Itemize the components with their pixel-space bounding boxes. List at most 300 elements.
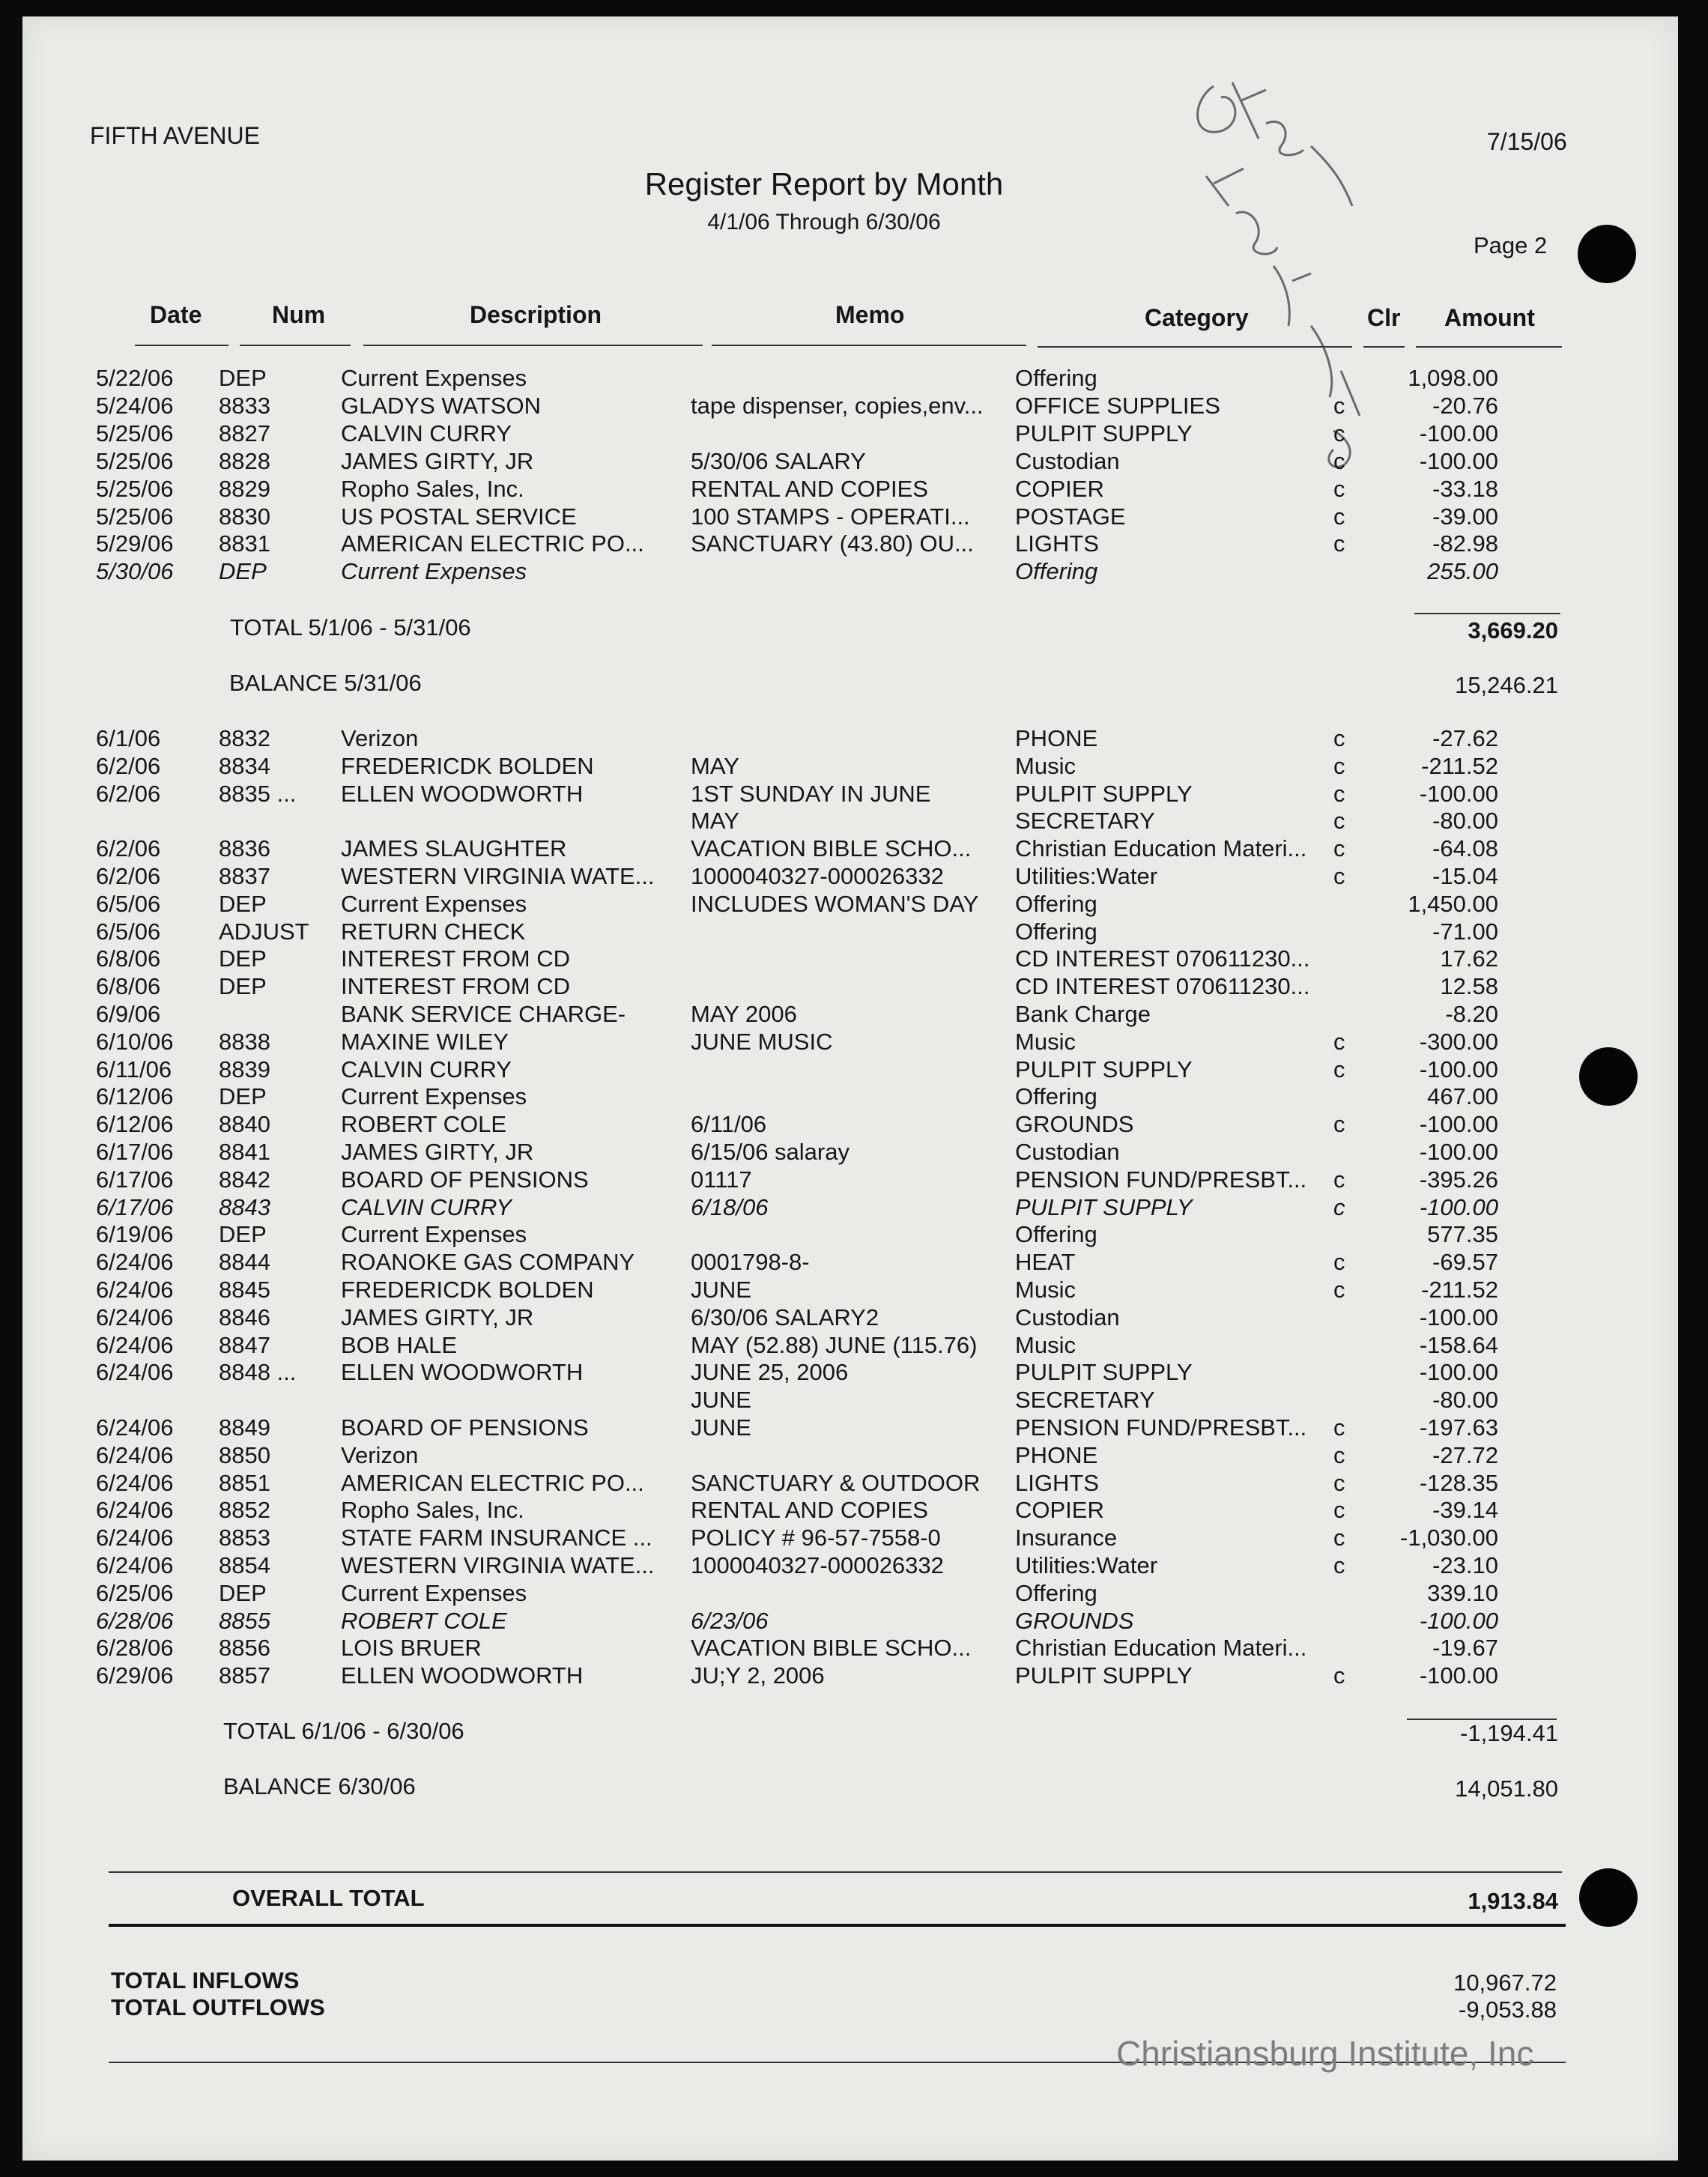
cell-amount: -27.72 — [1432, 1441, 1498, 1468]
table-row — [0, 808, 1648, 835]
cell-date: 6/5/06 — [96, 890, 161, 917]
cell-date: 5/24/06 — [96, 392, 174, 419]
cell-amount: -100.00 — [1419, 1111, 1498, 1138]
column-header-date: Date — [150, 301, 202, 328]
cell-clr: c — [1333, 1111, 1345, 1138]
cell-num: 8851 — [219, 1469, 270, 1496]
cell-amount: -100.00 — [1419, 420, 1498, 446]
cell-category: Christian Education Materi... — [1015, 1635, 1307, 1662]
cell-date: 6/8/06 — [96, 945, 161, 972]
cell-category: Insurance — [1015, 1524, 1118, 1551]
cell-category: Offering — [1015, 1221, 1097, 1248]
cell-date: 6/17/06 — [96, 1139, 174, 1165]
cell-clr: c — [1333, 1524, 1345, 1551]
cell-num: DEP — [219, 365, 267, 391]
cell-num: DEP — [219, 945, 267, 972]
cell-category: Offering — [1015, 1579, 1097, 1606]
table-row — [0, 1635, 1648, 1662]
cell-date: 5/25/06 — [96, 447, 174, 474]
cell-memo: 1000040327-000026332 — [691, 1552, 944, 1578]
cell-description: JAMES GIRTY, JR — [341, 447, 534, 474]
cell-clr: c — [1333, 475, 1345, 502]
may-total-rule — [1414, 613, 1560, 614]
cell-num: 8856 — [219, 1635, 270, 1662]
cell-num: 8830 — [219, 503, 270, 530]
table-row — [0, 891, 1648, 918]
cell-category: GROUNDS — [1015, 1607, 1134, 1634]
table-row — [0, 1139, 1648, 1166]
header-rule-num — [240, 345, 351, 346]
table-row — [0, 835, 1648, 863]
cell-description: FREDERICDK BOLDEN — [341, 1277, 594, 1303]
cell-date: 5/25/06 — [96, 503, 174, 530]
cell-amount: -100.00 — [1419, 447, 1498, 474]
header-rule-clr — [1363, 346, 1405, 348]
cell-num: 8850 — [219, 1441, 270, 1468]
cell-description: BOB HALE — [341, 1331, 458, 1358]
punch-hole-bottom — [1579, 1868, 1638, 1927]
overall-bottom-rule — [109, 1924, 1566, 1927]
table-row — [0, 1662, 1648, 1690]
cell-description: ELLEN WOODWORTH — [341, 1359, 584, 1386]
cell-date: 6/28/06 — [96, 1635, 174, 1662]
cell-category: Christian Education Materi... — [1015, 835, 1307, 862]
table-row — [0, 365, 1648, 393]
cell-memo: INCLUDES WOMAN'S DAY — [691, 890, 979, 917]
cell-amount: -1,030.00 — [1400, 1524, 1498, 1551]
cell-description: Verizon — [341, 1441, 419, 1468]
cell-date: 6/9/06 — [96, 1001, 161, 1027]
cell-description: MAXINE WILEY — [341, 1028, 509, 1055]
header-rule-memo — [712, 345, 1026, 346]
cell-category: Music — [1015, 1277, 1076, 1303]
cell-description: Current Expenses — [341, 558, 527, 585]
cell-date: 6/8/06 — [96, 973, 161, 1000]
cell-date: 6/11/06 — [96, 1056, 172, 1083]
cell-category: COPIER — [1015, 1497, 1104, 1524]
cell-memo: tape dispenser, copies,env... — [691, 392, 984, 419]
cell-date: 5/25/06 — [96, 475, 174, 502]
cell-description: JAMES GIRTY, JR — [341, 1139, 534, 1165]
table-row — [0, 1194, 1648, 1222]
cell-num: 8849 — [219, 1414, 270, 1441]
cell-description: WESTERN VIRGINIA WATE... — [341, 863, 655, 889]
table-row — [0, 420, 1648, 448]
table-row — [0, 393, 1648, 420]
cell-date: 6/12/06 — [96, 1111, 174, 1138]
cell-memo: 5/30/06 SALARY — [691, 447, 866, 474]
table-row — [0, 753, 1648, 781]
cell-description: JAMES GIRTY, JR — [341, 1304, 534, 1330]
cell-clr: c — [1333, 1028, 1345, 1055]
cell-num: 8845 — [219, 1277, 270, 1303]
cell-date: 6/19/06 — [96, 1221, 174, 1248]
cell-amount: -64.08 — [1432, 835, 1498, 862]
cell-description: BOARD OF PENSIONS — [341, 1166, 589, 1193]
cell-num: 8840 — [219, 1111, 270, 1138]
table-row — [0, 530, 1648, 558]
page-number: Page 2 — [1474, 232, 1548, 258]
cell-memo: 6/15/06 salaray — [691, 1139, 850, 1165]
cell-amount: 255.00 — [1427, 558, 1498, 585]
column-header-amount: Amount — [1444, 304, 1535, 331]
cell-category: PULPIT SUPPLY — [1015, 1193, 1193, 1220]
cell-num: DEP — [219, 558, 267, 585]
table-row — [0, 1304, 1648, 1332]
cell-date: 6/24/06 — [96, 1552, 174, 1578]
cell-description: Ropho Sales, Inc. — [341, 1497, 524, 1524]
table-row — [0, 1001, 1648, 1029]
cell-memo: RENTAL AND COPIES — [691, 475, 928, 502]
cell-description: FREDERICDK BOLDEN — [341, 752, 594, 779]
cell-description: BANK SERVICE CHARGE- — [341, 1001, 626, 1027]
cell-memo: 100 STAMPS - OPERATI... — [691, 503, 970, 530]
cell-num: DEP — [219, 973, 267, 1000]
cell-amount: -100.00 — [1419, 780, 1498, 807]
total-outflows-label: TOTAL OUTFLOWS — [111, 1994, 325, 2020]
cell-category: OFFICE SUPPLIES — [1015, 392, 1220, 419]
cell-date: 6/24/06 — [96, 1414, 174, 1441]
cell-num: 8837 — [219, 863, 270, 889]
cell-category: HEAT — [1015, 1249, 1076, 1276]
table-row — [0, 945, 1648, 973]
cell-date: 5/25/06 — [96, 420, 174, 446]
cell-clr: c — [1333, 503, 1345, 530]
cell-num: 8853 — [219, 1524, 270, 1551]
cell-num: DEP — [219, 1221, 267, 1248]
cell-memo: JUNE 25, 2006 — [691, 1359, 849, 1386]
cell-num: 8831 — [219, 530, 270, 557]
cell-clr: c — [1333, 1193, 1345, 1220]
cell-amount: 1,098.00 — [1408, 365, 1498, 391]
table-row — [0, 1332, 1648, 1360]
cell-category: GROUNDS — [1015, 1111, 1134, 1138]
cell-description: ROBERT COLE — [341, 1111, 507, 1138]
table-row — [0, 781, 1648, 808]
cell-memo: 1000040327-000026332 — [691, 863, 944, 889]
cell-category: Music — [1015, 1028, 1076, 1055]
cell-amount: -300.00 — [1419, 1028, 1498, 1055]
overall-top-rule — [109, 1871, 1562, 1873]
table-row — [0, 448, 1648, 476]
cell-num: 8833 — [219, 392, 270, 419]
table-row — [0, 1580, 1648, 1608]
cell-amount: -20.76 — [1432, 392, 1498, 419]
cell-num: 8857 — [219, 1662, 270, 1689]
cell-category: CD INTEREST 070611230... — [1015, 973, 1310, 1000]
cell-memo: JUNE — [691, 1387, 751, 1414]
may-balance-amount: 15,246.21 — [1455, 672, 1558, 698]
cell-description: Ropho Sales, Inc. — [341, 475, 524, 502]
cell-clr: c — [1333, 1552, 1345, 1578]
cell-description: CALVIN CURRY — [341, 1193, 512, 1220]
table-row — [0, 1497, 1648, 1524]
cell-date: 6/24/06 — [96, 1497, 174, 1524]
table-row — [0, 725, 1648, 753]
cell-amount: -80.00 — [1432, 808, 1498, 835]
cell-num: DEP — [219, 1579, 267, 1606]
june-balance-label: BALANCE 6/30/06 — [223, 1773, 416, 1799]
cell-description: US POSTAL SERVICE — [341, 503, 577, 530]
cell-category: PHONE — [1015, 725, 1098, 751]
cell-amount: -197.63 — [1419, 1414, 1498, 1441]
cell-description: ROBERT COLE — [341, 1607, 507, 1634]
cell-description: GLADYS WATSON — [341, 392, 541, 419]
cell-clr: c — [1333, 1277, 1345, 1303]
cell-date: 6/2/06 — [96, 863, 161, 889]
cell-amount: 1,450.00 — [1408, 890, 1498, 917]
cell-category: Offering — [1015, 365, 1097, 391]
cell-description: Current Expenses — [341, 890, 527, 917]
column-header-memo: Memo — [835, 301, 905, 328]
cell-date: 6/29/06 — [96, 1662, 174, 1689]
cell-date: 5/30/06 — [96, 558, 174, 585]
cell-num: 8828 — [219, 447, 270, 474]
cell-category: PHONE — [1015, 1441, 1098, 1468]
cell-memo: 6/11/06 — [691, 1111, 767, 1138]
table-row — [0, 1608, 1648, 1635]
cell-category: PULPIT SUPPLY — [1015, 1662, 1193, 1689]
table-row — [0, 1470, 1648, 1498]
cell-num: 8842 — [219, 1166, 270, 1193]
column-header-category: Category — [1145, 304, 1249, 331]
header-rule-description — [363, 345, 703, 346]
cell-amount: -69.57 — [1432, 1249, 1498, 1276]
cell-category: Music — [1015, 752, 1076, 779]
cell-num: 8832 — [219, 725, 270, 751]
cell-description: AMERICAN ELECTRIC PO... — [341, 1469, 644, 1496]
cell-amount: -39.00 — [1432, 503, 1498, 530]
cell-category: PULPIT SUPPLY — [1015, 1056, 1193, 1083]
cell-category: Offering — [1015, 1083, 1097, 1110]
table-row — [0, 476, 1648, 503]
cell-category: Utilities:Water — [1015, 863, 1158, 889]
overall-total-amount: 1,913.84 — [1468, 1888, 1558, 1914]
table-row — [0, 1249, 1648, 1277]
table-row — [0, 1359, 1648, 1387]
cell-num: 8854 — [219, 1552, 270, 1578]
cell-clr: c — [1333, 752, 1345, 779]
cell-amount: -211.52 — [1421, 752, 1498, 779]
cell-amount: -82.98 — [1432, 530, 1498, 557]
cell-clr: c — [1333, 725, 1345, 751]
cell-memo: 6/18/06 — [691, 1193, 769, 1220]
table-row — [0, 918, 1648, 946]
cell-category: PENSION FUND/PRESBT... — [1015, 1414, 1307, 1441]
cell-clr: c — [1333, 1166, 1345, 1193]
cell-memo: 1ST SUNDAY IN JUNE — [691, 780, 931, 807]
cell-clr: c — [1333, 1056, 1345, 1083]
total-outflows-amount: -9,053.88 — [1459, 1996, 1557, 2023]
cell-category: Custodian — [1015, 1304, 1120, 1330]
cell-num: 8839 — [219, 1056, 270, 1083]
cell-num: 8844 — [219, 1249, 270, 1276]
cell-date: 6/17/06 — [96, 1166, 174, 1193]
cell-description: ROANOKE GAS COMPANY — [341, 1249, 635, 1276]
cell-memo: JUNE — [691, 1277, 751, 1303]
cell-clr: c — [1333, 1497, 1345, 1524]
cell-category: CD INTEREST 070611230... — [1015, 945, 1310, 972]
table-row — [0, 1277, 1648, 1304]
table-row — [0, 1524, 1648, 1552]
cell-memo: VACATION BIBLE SCHO... — [691, 835, 972, 862]
column-header-clr: Clr — [1367, 304, 1401, 331]
cell-amount: -100.00 — [1419, 1304, 1498, 1330]
cell-description: Current Expenses — [341, 365, 527, 391]
cell-amount: -33.18 — [1432, 475, 1498, 502]
cell-num: 8827 — [219, 420, 270, 446]
table-row — [0, 1442, 1648, 1470]
table-row — [0, 1029, 1648, 1056]
cell-amount: -71.00 — [1432, 918, 1498, 945]
cell-amount: -100.00 — [1419, 1056, 1498, 1083]
cell-category: PULPIT SUPPLY — [1015, 420, 1193, 446]
cell-memo: RENTAL AND COPIES — [691, 1497, 928, 1524]
table-row — [0, 558, 1648, 586]
column-header-description: Description — [470, 301, 602, 328]
cell-category: PULPIT SUPPLY — [1015, 1359, 1193, 1386]
cell-amount: -27.62 — [1432, 725, 1498, 751]
cell-num: 8848 ... — [219, 1359, 297, 1386]
cell-clr: c — [1333, 420, 1345, 446]
cell-clr: c — [1333, 1249, 1345, 1276]
cell-description: JAMES SLAUGHTER — [341, 835, 567, 862]
cell-category: LIGHTS — [1015, 1469, 1099, 1496]
cell-date: 6/10/06 — [96, 1028, 174, 1055]
may-total-label: TOTAL 5/1/06 - 5/31/06 — [230, 614, 471, 641]
cell-date: 6/24/06 — [96, 1249, 174, 1276]
cell-num: 8843 — [219, 1193, 270, 1220]
cell-memo: JUNE — [691, 1414, 751, 1441]
cell-num: 8836 — [219, 835, 270, 862]
cell-num: 8834 — [219, 752, 270, 779]
cell-category: Offering — [1015, 558, 1098, 585]
cell-description: Current Expenses — [341, 1579, 527, 1606]
cell-num: DEP — [219, 1083, 267, 1110]
cell-category: POSTAGE — [1015, 503, 1126, 530]
may-balance-label: BALANCE 5/31/06 — [229, 670, 422, 696]
cell-date: 6/24/06 — [96, 1331, 174, 1358]
cell-description: BOARD OF PENSIONS — [341, 1414, 589, 1441]
cell-num: 8855 — [219, 1607, 270, 1634]
cell-amount: -100.00 — [1419, 1662, 1498, 1689]
header-rule-date — [135, 345, 228, 346]
cell-num: DEP — [219, 890, 267, 917]
report-date: 7/15/06 — [1487, 128, 1567, 155]
cell-memo: 01117 — [691, 1166, 752, 1193]
cell-date: 6/24/06 — [96, 1524, 174, 1551]
june-total-label: TOTAL 6/1/06 - 6/30/06 — [223, 1718, 464, 1744]
cell-clr: c — [1333, 392, 1345, 419]
cell-clr: c — [1333, 530, 1345, 557]
cell-num: 8835 ... — [219, 780, 297, 807]
cell-description: INTEREST FROM CD — [341, 973, 570, 1000]
cell-date: 6/24/06 — [96, 1304, 174, 1330]
cell-num: 8841 — [219, 1139, 270, 1165]
cell-date: 6/25/06 — [96, 1579, 174, 1606]
cell-clr: c — [1333, 780, 1345, 807]
cell-description: CALVIN CURRY — [341, 420, 512, 446]
cell-memo: MAY — [691, 808, 739, 835]
table-row — [0, 1387, 1648, 1414]
cell-date: 6/28/06 — [96, 1607, 174, 1634]
table-row — [0, 503, 1648, 531]
cell-amount: -100.00 — [1419, 1359, 1498, 1386]
cell-date: 6/24/06 — [96, 1469, 174, 1496]
cell-date: 6/24/06 — [96, 1359, 174, 1386]
total-inflows-amount: 10,967.72 — [1453, 1969, 1557, 1996]
cell-category: Custodian — [1015, 1139, 1120, 1165]
header-rule-category — [1038, 346, 1352, 348]
cell-category: Bank Charge — [1015, 1001, 1151, 1027]
cell-description: AMERICAN ELECTRIC PO... — [341, 530, 644, 557]
cell-date: 6/1/06 — [96, 725, 161, 751]
cell-date: 5/22/06 — [96, 365, 174, 391]
header-rule-amount — [1416, 346, 1562, 348]
cell-amount: -23.10 — [1432, 1552, 1498, 1578]
cell-description: STATE FARM INSURANCE ... — [341, 1524, 652, 1551]
cell-amount: 467.00 — [1427, 1083, 1498, 1110]
cell-num: 8838 — [219, 1028, 270, 1055]
june-balance-amount: 14,051.80 — [1455, 1775, 1558, 1802]
table-row — [0, 1166, 1648, 1194]
cell-clr: c — [1333, 1414, 1345, 1441]
cell-category: Offering — [1015, 918, 1097, 945]
cell-description: Verizon — [341, 725, 419, 751]
cell-memo: JUNE MUSIC — [691, 1028, 833, 1055]
cell-category: Custodian — [1015, 447, 1120, 474]
cell-description: LOIS BRUER — [341, 1635, 482, 1662]
cell-date: 6/5/06 — [96, 918, 161, 945]
cell-date: 6/17/06 — [96, 1193, 174, 1220]
cell-date: 6/24/06 — [96, 1277, 174, 1303]
cell-memo: SANCTUARY (43.80) OU... — [691, 530, 974, 557]
table-row — [0, 1221, 1648, 1249]
cell-date: 6/24/06 — [96, 1441, 174, 1468]
cell-category: Offering — [1015, 890, 1097, 917]
report-period: 4/1/06 Through 6/30/06 — [707, 210, 941, 234]
cell-amount: -15.04 — [1432, 863, 1498, 889]
cell-clr: c — [1333, 808, 1345, 835]
cell-date: 6/2/06 — [96, 752, 161, 779]
cell-amount: -19.67 — [1432, 1635, 1498, 1662]
cell-date: 6/2/06 — [96, 835, 161, 862]
cell-description: ELLEN WOODWORTH — [341, 780, 584, 807]
overall-total-label: OVERALL TOTAL — [232, 1885, 425, 1911]
cell-description: RETURN CHECK — [341, 918, 526, 945]
cell-memo: SANCTUARY & OUTDOOR — [691, 1469, 981, 1496]
cell-description: CALVIN CURRY — [341, 1056, 512, 1083]
cell-date: 6/12/06 — [96, 1083, 174, 1110]
cell-clr: c — [1333, 835, 1345, 862]
total-inflows-label: TOTAL INFLOWS — [111, 1967, 300, 1993]
cell-category: LIGHTS — [1015, 530, 1099, 557]
cell-memo: JU;Y 2, 2006 — [691, 1662, 825, 1689]
june-total-amount: -1,194.41 — [1460, 1720, 1558, 1746]
cell-description: WESTERN VIRGINIA WATE... — [341, 1552, 655, 1578]
cell-amount: -395.26 — [1419, 1166, 1498, 1193]
cell-category: SECRETARY — [1015, 808, 1155, 835]
table-row — [0, 863, 1648, 891]
column-header-num: Num — [272, 301, 326, 328]
table-row — [0, 1083, 1648, 1111]
cell-amount: -100.00 — [1419, 1139, 1498, 1165]
cell-amount: 339.10 — [1427, 1579, 1498, 1606]
cell-clr: c — [1333, 1441, 1345, 1468]
cell-memo: 6/30/06 SALARY2 — [691, 1304, 879, 1330]
cell-clr: c — [1333, 863, 1345, 889]
cell-amount: -128.35 — [1419, 1469, 1498, 1496]
